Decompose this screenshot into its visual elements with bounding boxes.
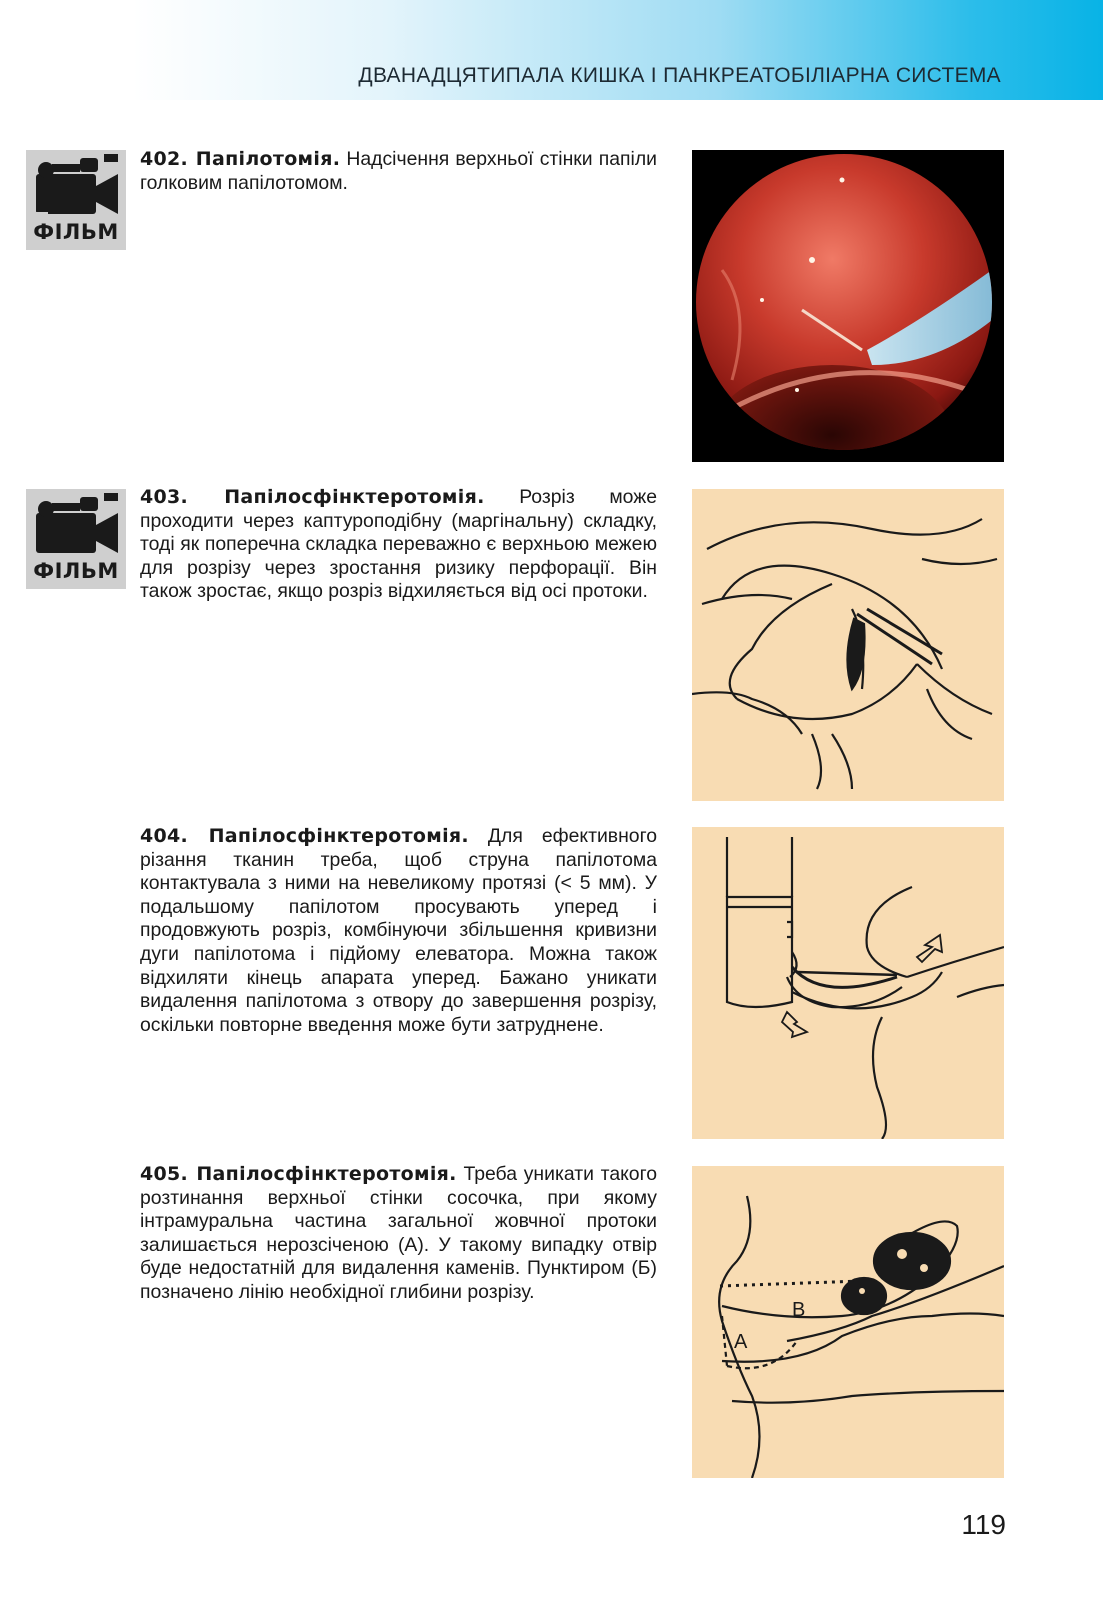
entry-body: Розріз може проходити через каптуроподібну (маргінальну) складку, тоді як поперечна складка переважно є верхньою межею для розрізу через зростання ризику перфорації. Він також зростає, якщо розріз відхиляється від осі протоки. xyxy=(140,486,658,603)
film-badge xyxy=(26,489,126,589)
entry-403 xyxy=(140,486,657,604)
figure-label-b: B xyxy=(792,1299,806,1321)
papillotome-drawing xyxy=(692,827,1004,1139)
endoscopic-photo xyxy=(692,150,1004,462)
entry-title: 404. Папілосфінктеротомія. xyxy=(140,825,469,847)
stone-extraction-drawing xyxy=(692,1166,1004,1478)
running-header: ДВАНАДЦЯТИПАЛА КИШКА І ПАНКРЕАТОБІЛІАРНА СИСТЕМА xyxy=(358,64,1001,87)
entry-body: Для ефективного різання тканин треба, щоб струна папілотома контактувала з ними на невеликому протязі (< 5 мм). У подальшому папілотом просувають уперед і продовжують розріз, комбінуючи збільшення кривизни дуги папілотома і підйому елеватора. Можна також відхиляти кінець апарата уперед. Бажано уникати видалення папілотома з отвору до завершення розрізу, оскільки повторне введення може бути затруднене. xyxy=(140,825,657,1036)
entry-title: 402. Папілотомія. xyxy=(140,148,341,170)
film-label: ФІЛЬМ xyxy=(33,220,119,244)
entry-404 xyxy=(140,825,657,1037)
entry-body: Треба уникати такого розтинання верхньої стінки сосочка, при якому інтрамуральна частина загальної жовчної протоки залишається нерозсіченою (А). У такому випадку отвір буде недостатній для видалення каменів. Пунктиром (Б) позначено лінію необхідної глибини розрізу. xyxy=(140,1163,658,1303)
entry-402 xyxy=(140,148,657,195)
film-label: ФІЛЬМ xyxy=(33,559,119,583)
entry-title: 403. Папілосфінктеротомія. xyxy=(140,486,485,508)
page-number: 119 xyxy=(961,1509,1006,1540)
figure-label-a: A xyxy=(734,1331,748,1353)
papilla-incision-drawing xyxy=(692,489,1004,801)
entry-body: Надсічення верхньої стінки папіли голковим папілотомом. xyxy=(140,148,657,194)
entry-title: 405. Папілосфінктеротомія. xyxy=(140,1163,457,1185)
film-badge xyxy=(26,150,126,250)
entry-405 xyxy=(140,1163,657,1305)
